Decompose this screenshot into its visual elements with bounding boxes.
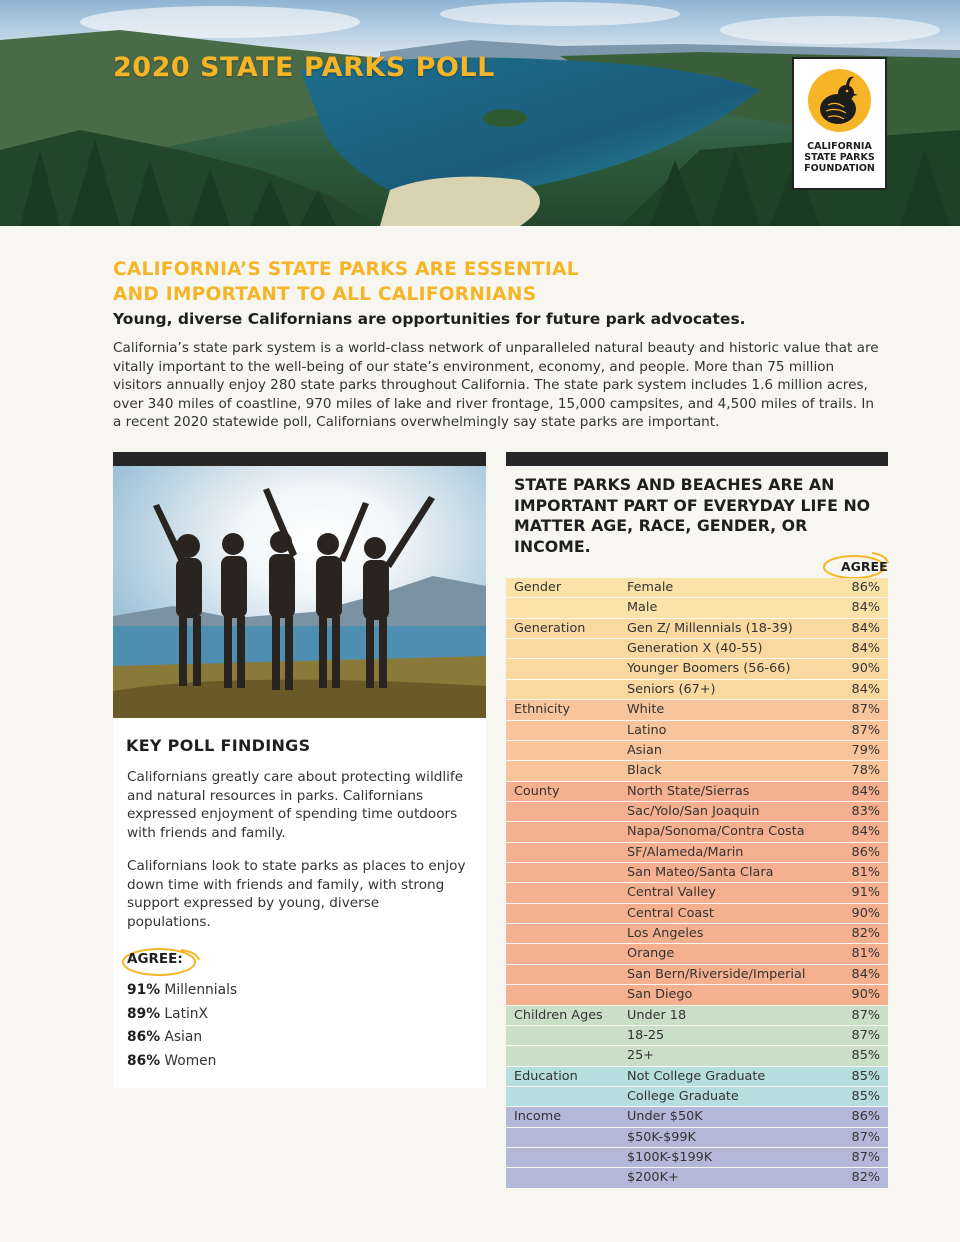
row-item: College Graduate [627,1088,739,1104]
table-row [506,863,888,883]
quail-icon [808,69,871,132]
row-percent: 84% [851,681,880,697]
row-item: Under $50K [627,1109,703,1125]
divider-bar-left [113,452,486,466]
row-percent: 90% [851,661,880,677]
table-row [506,578,888,598]
row-item: Seniors (67+) [627,681,716,697]
row-category: Generation [514,620,586,636]
section-headline: CALIFORNIA’S STATE PARKS ARE ESSENTIAL AND IMPORTANT TO ALL CALIFORNIANS [113,259,579,305]
row-item: Los Angeles [627,926,704,942]
table-row [506,761,888,781]
row-percent: 85% [851,1068,880,1084]
table-row [506,1087,888,1107]
row-percent: 84% [851,966,880,982]
hero-title: 2020 STATE PARKS POLL [113,52,495,83]
row-percent: 82% [851,926,880,942]
row-percent: 81% [851,946,880,962]
row-percent: 83% [851,803,880,819]
row-percent: 85% [851,1088,880,1104]
row-item: North State/Sierras [627,783,750,799]
table-row [506,1006,888,1026]
table-row [506,721,888,741]
row-percent: 84% [851,641,880,657]
table-row [506,659,888,679]
table-row [506,1148,888,1168]
row-item: Gen Z/ Millennials (18-39) [627,620,793,636]
table-row [506,1107,888,1127]
table-row [506,1067,888,1087]
row-item: $50K-$99K [627,1129,696,1145]
row-item: 18-25 [627,1027,665,1043]
row-percent: 82% [851,1170,880,1186]
logo-wordmark: CALIFORNIA STATE PARKS FOUNDATION [804,141,875,174]
row-item: Not College Graduate [627,1068,766,1084]
row-item: Napa/Sonoma/Contra Costa [627,824,805,840]
table-row [506,598,888,618]
row-item: Latino [627,722,667,738]
table-row [506,1026,888,1046]
row-percent: 84% [851,600,880,616]
row-item: Female [627,580,674,595]
row-percent: 79% [851,742,880,758]
row-item: Under 18 [627,1007,687,1023]
stat-item: 89% LatinX [127,1006,209,1022]
table-row [506,741,888,761]
row-item: Central Coast [627,905,714,921]
row-item: 25+ [627,1048,655,1064]
friends-photo [113,466,486,718]
table-row [506,822,888,842]
row-category: Ethnicity [514,702,571,718]
row-percent: 87% [851,722,880,738]
row-item: Orange [627,946,675,962]
row-item: Younger Boomers (56-66) [627,661,791,677]
row-percent: 90% [851,987,880,1003]
row-category: Gender [514,580,562,595]
row-percent: 91% [851,885,880,901]
table-row [506,802,888,822]
row-percent: 78% [851,763,880,779]
table-row [506,619,888,639]
row-category: Children Ages [514,1007,603,1023]
table-row [506,924,888,944]
row-item: Male [627,600,658,616]
table-row [506,1168,888,1188]
table-row [506,1128,888,1148]
stat-item: 86% Asian [127,1029,203,1045]
table-row [506,883,888,903]
intro-paragraph: California’s state park system is a world-class network of unparalleled natural beauty and historic value that are vitally important to the well-being of our state’s environment, economy, and people. More than 75 million visitors annually enjoy 280 state parks throughout California. The state park system includes 1.6 million acres, over 340 miles of coastline, 970 miles of lake and river frontage, 15,000 campsites, and 4,500 miles of trails. In a recent 2020 statewide poll, Californians overwhelmingly say state parks are important. [113,340,879,431]
row-item: Generation X (40-55) [627,641,763,657]
row-item: Central Valley [627,885,716,901]
table-row [506,904,888,924]
row-percent: 85% [851,1048,880,1064]
foundation-logo [792,57,887,190]
row-item: Asian [627,742,662,758]
row-item: Black [627,763,662,779]
table-row [506,944,888,964]
table-row [506,965,888,985]
row-percent: 90% [851,905,880,921]
row-percent: 87% [851,1007,880,1023]
table-row [506,782,888,802]
table-row [506,700,888,720]
row-item: White [627,702,665,718]
findings-title: KEY POLL FINDINGS [126,736,311,755]
table-row [506,843,888,863]
row-category: Income [514,1109,562,1125]
agree-label: AGREE: [127,951,183,967]
agree-column-header: AGREE [841,559,888,574]
row-percent: 81% [851,865,880,881]
table-row [506,639,888,659]
row-item: Sac/Yolo/San Joaquin [627,803,760,819]
row-item: $200K+ [627,1170,679,1186]
row-percent: 86% [851,1109,880,1125]
hero-banner [0,0,960,226]
row-percent: 87% [851,702,880,718]
findings-paragraph: Californians look to state parks as places to enjoy down time with friends and family, with strong support expressed by young, diverse populations. [127,858,466,930]
row-percent: 87% [851,1027,880,1043]
row-percent: 84% [851,620,880,636]
row-percent: 84% [851,783,880,799]
demographics-table [506,578,888,1189]
row-percent: 87% [851,1129,880,1145]
stat-item: 86% Women [127,1053,217,1069]
table-row [506,985,888,1005]
row-percent: 87% [851,1150,880,1166]
row-item: San Bern/Riverside/Imperial [627,966,806,982]
section-subhead: Young, diverse Californians are opportunities for future park advocates. [113,310,746,328]
row-percent: 84% [851,824,880,840]
divider-bar-right [506,452,888,466]
row-category: County [514,783,560,799]
row-item: SF/Alameda/Marin [627,844,744,860]
table-row [506,680,888,700]
table-row [506,1046,888,1066]
key-findings-card [113,718,486,1088]
row-category: Education [514,1068,578,1084]
row-item: San Mateo/Santa Clara [627,865,774,881]
table-title: STATE PARKS AND BEACHES ARE AN IMPORTANT PART OF EVERYDAY LIFE NO MATTER AGE, RACE, GENDER, OR INCOME. [514,475,871,556]
row-percent: 86% [851,580,880,595]
row-item: $100K-$199K [627,1150,713,1166]
row-item: San Diego [627,987,693,1003]
stat-item: 91% Millennials [127,982,238,998]
row-percent: 86% [851,844,880,860]
findings-paragraph: Californians greatly care about protecting wildlife and natural resources in parks. Californians expressed enjoyment of spending time outdoors with friends and family. [127,769,464,841]
